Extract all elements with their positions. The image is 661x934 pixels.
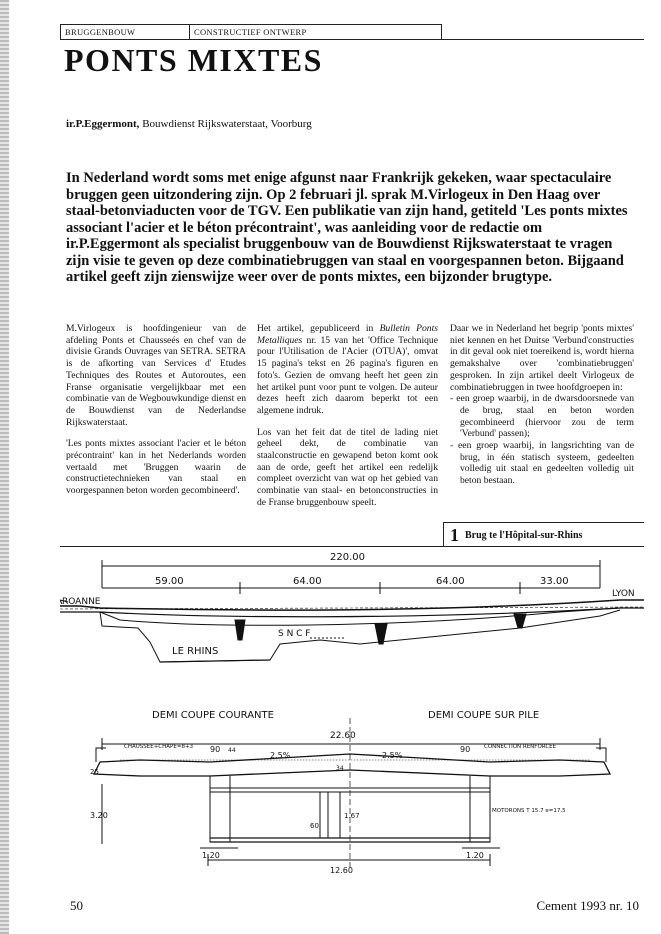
column-1	[66, 323, 246, 507]
left-end-label: ROANNE	[62, 597, 101, 607]
author-name: ir.P.Eggermont,	[66, 118, 140, 130]
bridge-drawing	[60, 548, 644, 880]
list-item: - een groep waarbij, in langsrichting van de brug, in één statisch systeem, gedeelten volledig uit staal en gedeelten volledig uit beton bestaan.	[450, 440, 634, 487]
journal-name: Cement 1993 nr. 10	[536, 898, 639, 913]
page-number: 50	[70, 898, 83, 913]
paragraph: Daar we in Nederland het begrip 'ponts mixtes' niet kennen en het Duitse 'Verbund'constructies in dit geval ook niet toereikend is, wordt hierna gemakshalve over 'combinatiebruggen' gesproken. In zijn artikel deelt Virlogeux de combinatiebruggen in twee hoofdgroepen in:	[450, 323, 634, 393]
dim-label: 44	[228, 747, 236, 754]
binding-edge	[0, 0, 9, 934]
dim-label: 25	[90, 768, 99, 776]
paragraph: M.Virlogeux is hoofdingenieur van de afdeling Ponts et Chausseés en chef van de divisie Grands Ouvrages van SETRA. SETRA is de afkorting van Services d' Etudes Techniques des Routes et Autoroutes, een Franse organisatie vergelijkbaar met een combinatie van de Wegbouwkundige dienst en de Bouwdienst van de Nederlandse Rijkswaterstaat.	[66, 323, 246, 428]
figure-caption-text: Brug te l'Hôpital-sur-Rhins	[465, 529, 583, 541]
chaussee-label: CHAUSSEE+CHAPE=8+3	[124, 744, 194, 750]
column-2	[257, 323, 438, 519]
publication-name: Bulletin Ponts Metalliques	[257, 323, 438, 346]
span-label: 64.00	[293, 576, 322, 587]
header-rule	[60, 39, 644, 40]
text-run: Het artikel, gepubliceerd in	[257, 323, 380, 334]
dim-label: 60	[310, 822, 319, 830]
list-item: - een groep waarbij, in de dwarsdoorsnede van de brug, staal en beton worden gecombineerd (hiervoor zou de term 'Verbund' passen);	[450, 393, 634, 440]
column-3	[450, 323, 634, 487]
bottom-width-label: 12.60	[330, 866, 353, 875]
span-label: 64.00	[436, 576, 465, 587]
section-left-title: DEMI COUPE COURANTE	[152, 710, 274, 721]
dim-label: 1.20	[202, 851, 220, 860]
dim-label: 90	[460, 745, 471, 754]
total-length-label: 220.00	[330, 552, 365, 563]
intro-paragraph: In Nederland wordt soms met enige afgunst naar Frankrijk gekeken, waar spectaculaire bruggen geen uitzondering zijn. Op 2 februari jl. sprak M.Virlogeux in Den Haag over staal-betonviaducten voor de TGV. Een publikatie van zijn hand, getiteld 'Les ponts mixtes associant l'acier et le béton précontraint', was aanleiding voor de redactie om ir.P.Eggermont als specialist bruggenbouw van de Bouwdienst Rijkswaterstaat te vragen zijn visie te geven op deze combinatiebruggen van staal en voorgespannen beton. Bijgaand artikel geeft zijn zienswijze weer over de ponts mixtes, een bijzonder brugtype.	[66, 170, 628, 285]
figure-caption	[443, 522, 644, 547]
dim-label: 34	[336, 765, 344, 772]
deck-width-label: 22.60	[330, 731, 356, 741]
figure-number: 1	[450, 524, 459, 545]
dim-label: 1.20	[466, 851, 484, 860]
group-list	[450, 393, 634, 487]
section-right-title: DEMI COUPE SUR PILE	[428, 710, 540, 721]
river-label: LE RHINS	[172, 646, 219, 657]
section-label: BRUGGENBOUW	[61, 25, 190, 39]
paragraph: 'Les ponts mixtes associant l'acier et le béton précontraint' kan in het Nederlands worden vertaald met 'Bruggen waarin de constructietechnieken van staal en voorgespannen beton worden gecombineerd'.	[66, 438, 246, 497]
dim-label: 3.20	[90, 811, 108, 820]
span-label: 33.00	[540, 576, 569, 587]
bearing-label: MOTORONS T 15.7 e=17.5	[492, 808, 566, 814]
figure-rule	[60, 546, 644, 547]
text-run: nr. 15 van het 'Office Technique pour l'Utilisation de l'Acier (OTUA)', omvat 15 pagina's tekst en 26 pagina's figuren en foto's. Gezien de omvang heeft het geen zin het artikel punt voor punt te volgen. De auteur dezes heeft zich daarom beperkt tot een algemene indruk.	[257, 334, 438, 416]
slope-label: 2.5%	[382, 751, 403, 760]
slope-label: 2.5%	[270, 751, 291, 760]
rail-label: S N C F	[278, 629, 311, 639]
section-header	[60, 24, 442, 40]
author-affiliation: Bouwdienst Rijkswaterstaat, Voorburg	[139, 118, 312, 130]
paragraph	[257, 323, 438, 417]
span-label: 59.00	[155, 576, 184, 587]
right-end-label: LYON	[612, 589, 635, 599]
paragraph: Los van het feit dat de titel de lading niet geheel dekt, de combinatie van staalconstructie en gewapend beton komt ook aan de orde, geeft het artikel een redelijk compleet overzicht van wat op het gebied van combinatie van staal- en betonconstructies in de Franse bruggenbouw speelt.	[257, 426, 438, 508]
article-title: PONTS MIXTES	[64, 42, 323, 78]
dim-label: 90	[210, 745, 221, 754]
dim-label: 1.67	[344, 812, 360, 820]
author-line	[66, 118, 312, 130]
subsection-label: CONSTRUCTIEF ONTWERP	[194, 27, 307, 37]
connection-label: CONNECTION RENFORCEE	[484, 744, 557, 750]
